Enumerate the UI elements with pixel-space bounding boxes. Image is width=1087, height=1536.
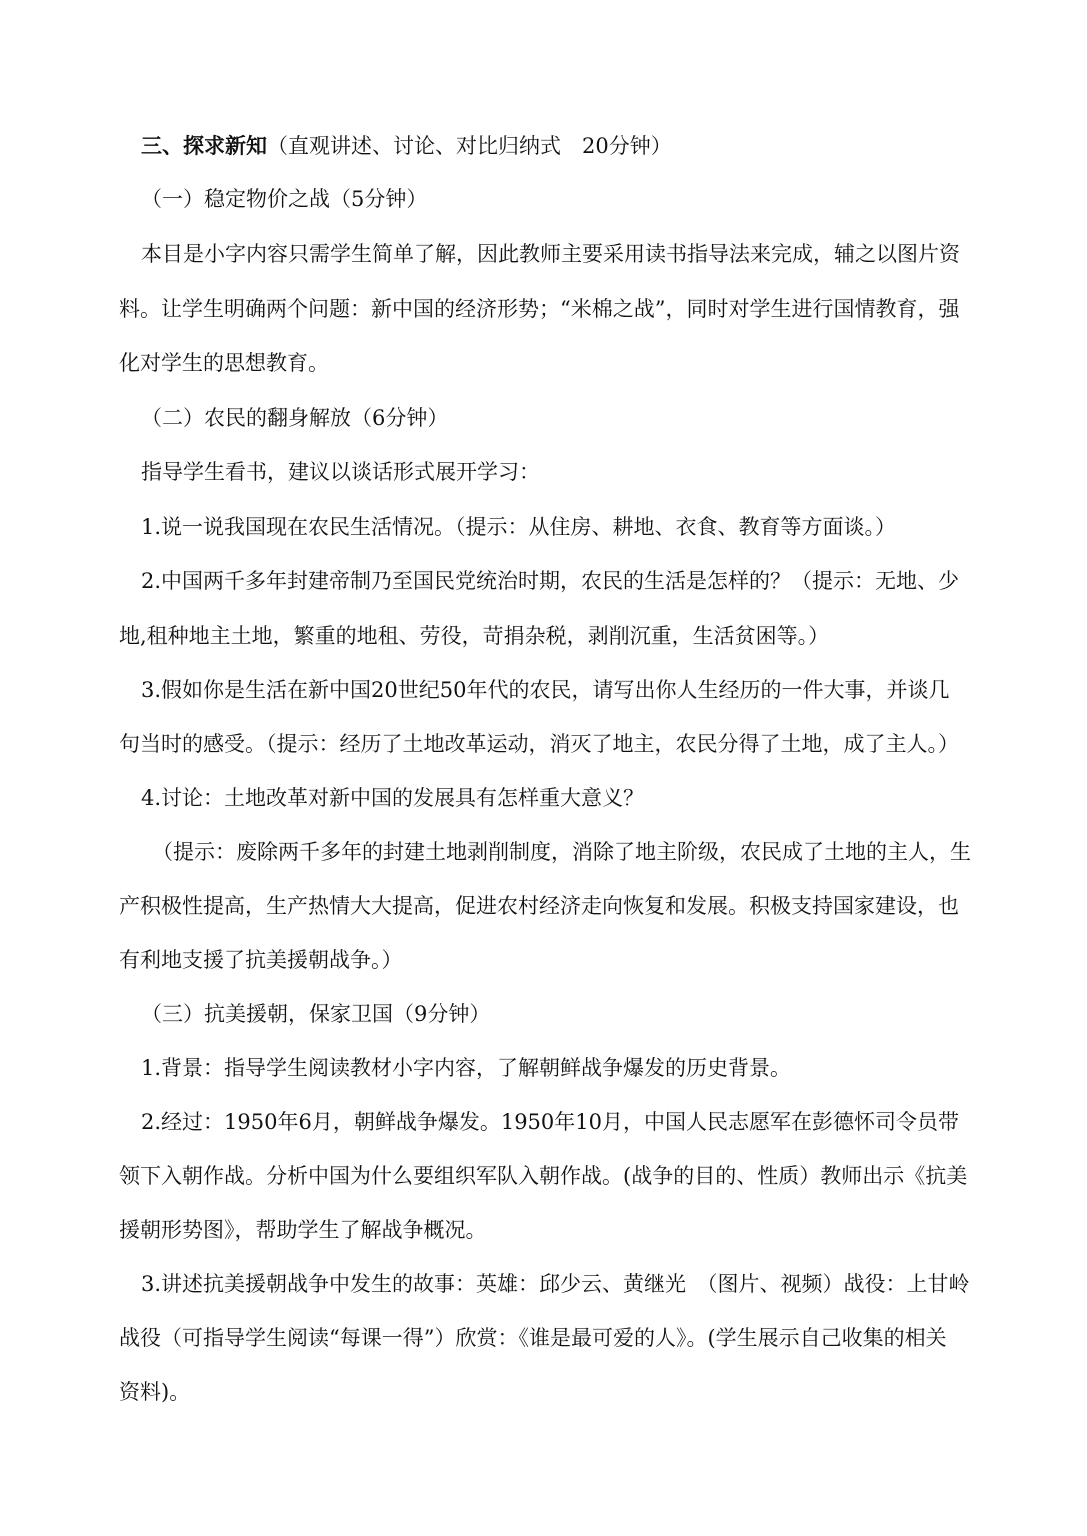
part3-title: （三）抗美援朝，保家卫国（9分钟） [141, 1002, 491, 1026]
part3-process-line-3: 援朝形势图》，帮助学生了解战争概况。 [119, 1218, 487, 1242]
part1-title: （一）稳定物价之战（5分钟） [141, 187, 428, 211]
part2-hint-line-2: 产积极性提高，生产热情大大提高，促进农村经济走向恢复和发展。积极支持国家建设，也 [119, 894, 959, 918]
part3-process-line-2: 领下入朝作战。分析中国为什么要组织军队入朝作战。(战争的目的、性质）教师出示《抗美 [119, 1164, 968, 1188]
part2-question-2-line-1: 2.中国两千多年封建帝制乃至国民党统治时期，农民的生活是怎样的？（提示：无地、少 [141, 569, 960, 593]
part1-para-line-2: 料。让学生明确两个问题：新中国的经济形势；“米棉之战”，同时对学生进行国情教育，强 [119, 297, 960, 321]
part2-question-3-line-1: 3.假如你是生活在新中国20世纪50年代的农民，请写出你人生经历的一件大事，并谈几 [141, 678, 950, 702]
part3-stories-line-1: 3.讲述抗美援朝战争中发生的故事：英雄：邱少云、黄继光 （图片、视频）战役：上甘岭 [141, 1272, 970, 1296]
part2-question-4: 4.讨论：土地改革对新中国的发展具有怎样重大意义？ [141, 786, 645, 810]
section-heading-rest: （直观讲述、讨论、对比归纳式 20分钟） [267, 134, 672, 158]
part2-question-2-line-2: 地,租种地主土地，繁重的地租、劳役，苛捐杂税，剥削沉重，生活贫困等。） [119, 624, 830, 648]
part2-hint-line-1: （提示：废除两千多年的封建土地剥削制度，消除了地主阶级，农民成了土地的主人，生 [152, 840, 971, 864]
part2-question-1: 1.说一说我国现在农民生活情况。（提示：从住房、耕地、衣食、教育等方面谈。） [141, 515, 897, 539]
part3-stories-line-3: 资料)。 [119, 1380, 191, 1404]
part3-process-line-1: 2.经过：1950年6月，朝鲜战争爆发。1950年10月，中国人民志愿军在彭德怀司令员带 [141, 1110, 960, 1134]
part2-question-3-line-2: 句当时的感受。（提示：经历了土地改革运动，消灭了地主，农民分得了土地，成了主人。） [119, 732, 959, 756]
part2-title: （二）农民的翻身解放（6分钟） [141, 406, 449, 430]
part2-intro: 指导学生看书，建议以谈话形式展开学习： [141, 460, 540, 484]
part3-stories-line-2: 战役（可指导学生阅读“每课一得”）欣赏：《谁是最可爱的人》。(学生展示自己收集的相关 [119, 1326, 947, 1350]
part1-para-line-3: 化对学生的思想教育。 [119, 351, 329, 375]
section-heading [141, 131, 672, 161]
part1-para-line-1: 本目是小字内容只需学生简单了解，因此教师主要采用读书指导法来完成，辅之以图片资 [141, 242, 960, 266]
section-heading-strong: 三、探求新知 [141, 133, 267, 158]
part2-hint-line-3: 有利地支援了抗美援朝战争。） [119, 948, 403, 972]
part3-background: 1.背景：指导学生阅读教材小字内容，了解朝鲜战争爆发的历史背景。 [141, 1056, 792, 1080]
